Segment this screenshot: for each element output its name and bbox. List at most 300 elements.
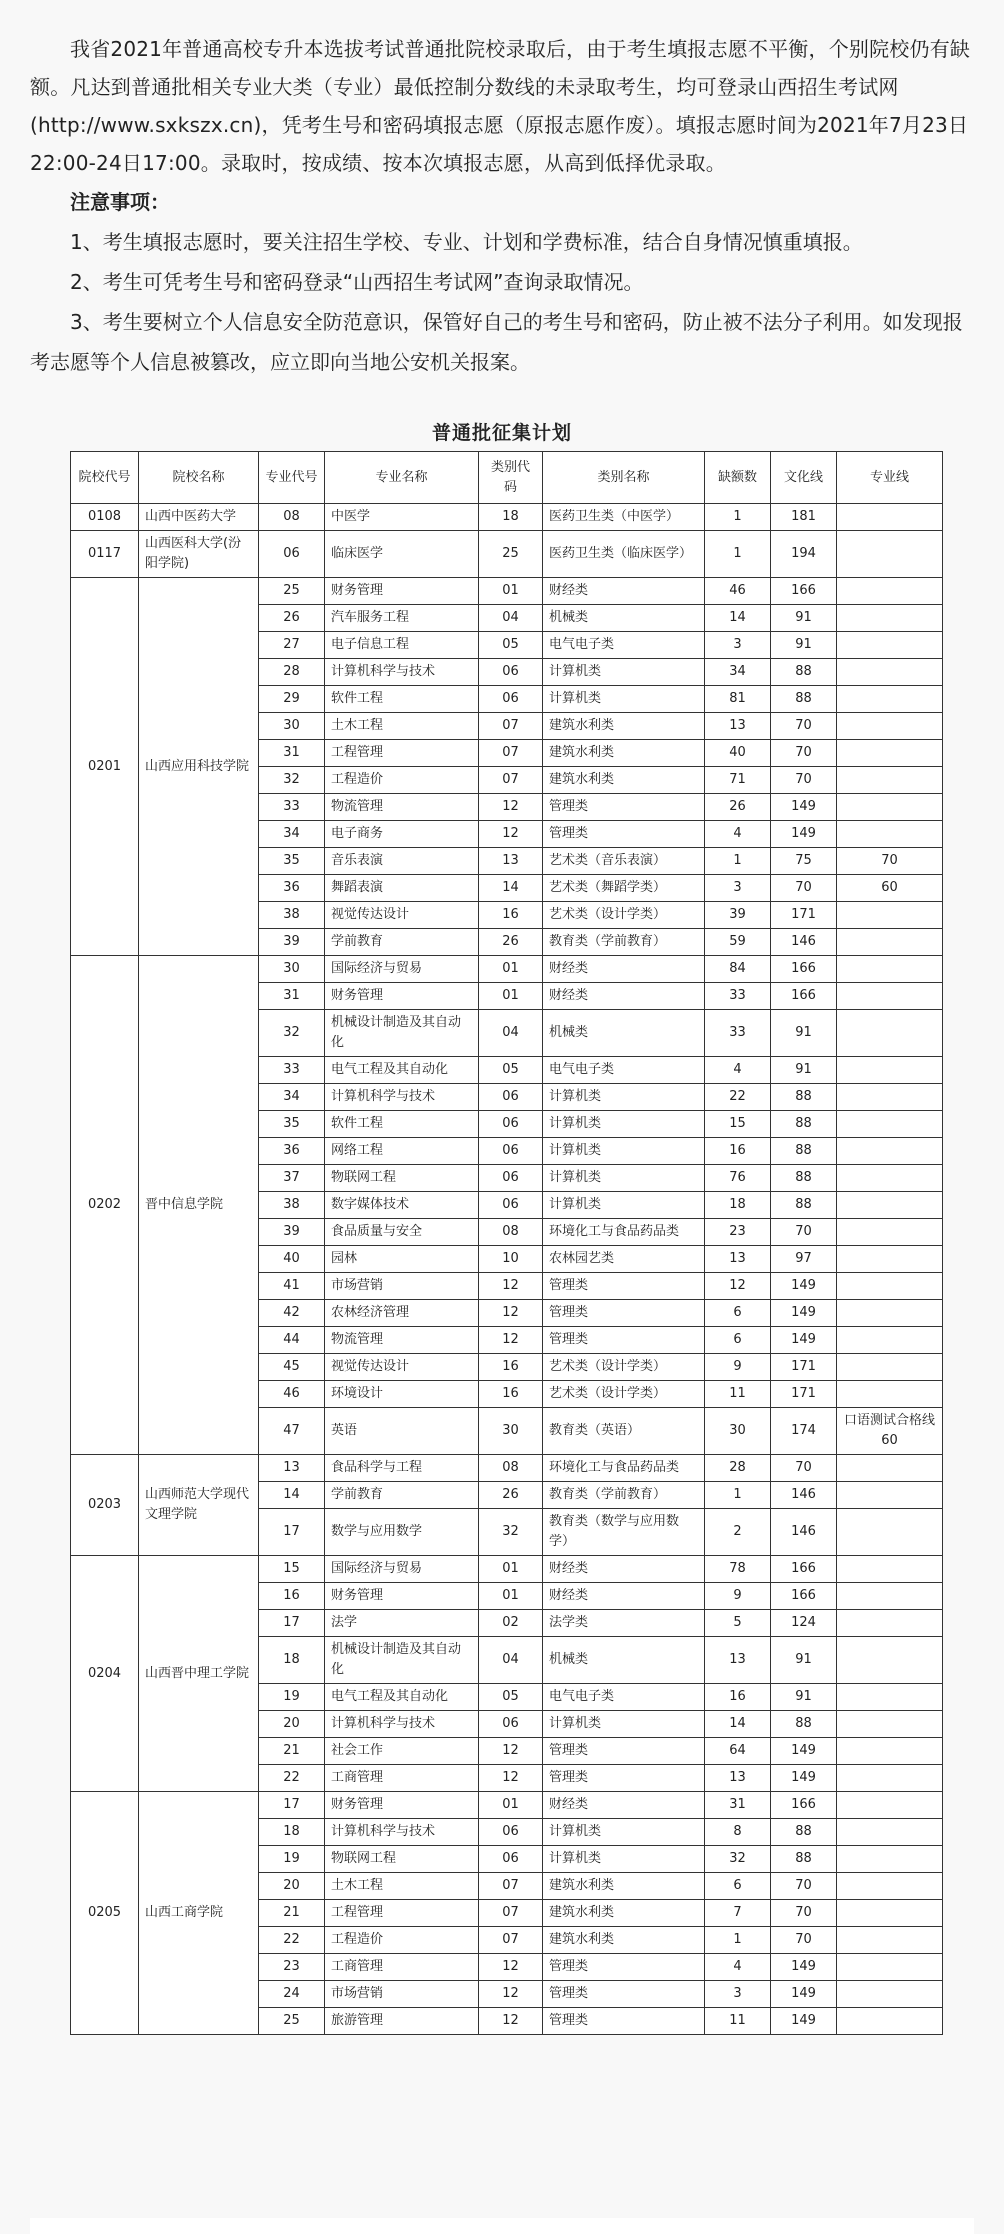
school-code-cell: 0204 (71, 1556, 139, 1792)
major-name-cell: 计算机科学与技术 (325, 1711, 479, 1738)
major-code-cell: 26 (259, 605, 325, 632)
vacancy-cell: 46 (705, 578, 771, 605)
category-code-cell: 04 (479, 1637, 543, 1684)
category-name-cell: 财经类 (543, 1792, 705, 1819)
category-name-cell: 计算机类 (543, 1192, 705, 1219)
category-name-cell: 建筑水利类 (543, 767, 705, 794)
major-code-cell: 38 (259, 902, 325, 929)
major-line-cell (837, 1381, 943, 1408)
header-category-name: 类别名称 (543, 452, 705, 504)
culture-line-cell: 88 (771, 686, 837, 713)
major-line-cell (837, 1165, 943, 1192)
vacancy-cell: 14 (705, 605, 771, 632)
culture-line-cell: 149 (771, 1765, 837, 1792)
school-name-cell: 山西医科大学(汾阳学院) (139, 531, 259, 578)
page-bottom-band (30, 2218, 974, 2234)
vacancy-cell: 34 (705, 659, 771, 686)
vacancy-cell: 22 (705, 1084, 771, 1111)
culture-line-cell: 75 (771, 848, 837, 875)
category-code-cell: 01 (479, 983, 543, 1010)
major-name-cell: 计算机科学与技术 (325, 1084, 479, 1111)
category-code-cell: 07 (479, 740, 543, 767)
major-name-cell: 数学与应用数学 (325, 1509, 479, 1556)
category-code-cell: 01 (479, 1792, 543, 1819)
header-school-name: 院校名称 (139, 452, 259, 504)
vacancy-cell: 39 (705, 902, 771, 929)
major-name-cell: 临床医学 (325, 531, 479, 578)
category-name-cell: 计算机类 (543, 1111, 705, 1138)
vacancy-cell: 4 (705, 1954, 771, 1981)
category-name-cell: 机械类 (543, 605, 705, 632)
major-code-cell: 31 (259, 983, 325, 1010)
culture-line-cell: 88 (771, 1846, 837, 1873)
major-code-cell: 45 (259, 1354, 325, 1381)
vacancy-cell: 18 (705, 1192, 771, 1219)
major-name-cell: 财务管理 (325, 578, 479, 605)
category-name-cell: 计算机类 (543, 1711, 705, 1738)
category-name-cell: 管理类 (543, 794, 705, 821)
category-name-cell: 机械类 (543, 1637, 705, 1684)
category-name-cell: 管理类 (543, 1327, 705, 1354)
major-code-cell: 34 (259, 1084, 325, 1111)
category-code-cell: 16 (479, 1381, 543, 1408)
culture-line-cell: 70 (771, 767, 837, 794)
major-line-cell (837, 983, 943, 1010)
major-code-cell: 17 (259, 1610, 325, 1637)
major-name-cell: 工程管理 (325, 1900, 479, 1927)
major-name-cell: 电气工程及其自动化 (325, 1684, 479, 1711)
category-code-cell: 12 (479, 1954, 543, 1981)
category-name-cell: 建筑水利类 (543, 740, 705, 767)
major-line-cell (837, 1010, 943, 1057)
major-name-cell: 网络工程 (325, 1138, 479, 1165)
culture-line-cell: 70 (771, 1219, 837, 1246)
major-name-cell: 视觉传达设计 (325, 1354, 479, 1381)
major-line-cell (837, 1846, 943, 1873)
category-code-cell: 01 (479, 578, 543, 605)
table-row (71, 504, 943, 531)
major-code-cell: 19 (259, 1846, 325, 1873)
major-name-cell: 机械设计制造及其自动化 (325, 1637, 479, 1684)
culture-line-cell: 70 (771, 740, 837, 767)
culture-line-cell: 70 (771, 875, 837, 902)
culture-line-cell: 88 (771, 1165, 837, 1192)
vacancy-cell: 13 (705, 713, 771, 740)
category-code-cell: 01 (479, 1556, 543, 1583)
vacancy-cell: 31 (705, 1792, 771, 1819)
table-header-row (71, 452, 943, 504)
major-line-cell (837, 1900, 943, 1927)
major-line-cell (837, 1684, 943, 1711)
category-code-cell: 06 (479, 1711, 543, 1738)
category-code-cell: 13 (479, 848, 543, 875)
vacancy-cell: 12 (705, 1273, 771, 1300)
major-code-cell: 15 (259, 1556, 325, 1583)
category-name-cell: 建筑水利类 (543, 1873, 705, 1900)
culture-line-cell: 91 (771, 1057, 837, 1084)
major-line-cell: 口语测试合格线60 (837, 1408, 943, 1455)
vacancy-cell: 1 (705, 1482, 771, 1509)
vacancy-cell: 81 (705, 686, 771, 713)
major-name-cell: 市场营销 (325, 1981, 479, 2008)
culture-line-cell: 88 (771, 1819, 837, 1846)
note-3: 3、考生要树立个人信息安全防范意识，保管好自己的考生号和密码，防止被不法分子利用。如发现报考志愿等个人信息被篡改，应立即向当地公安机关报案。 (30, 310, 963, 374)
major-line-cell (837, 1981, 943, 2008)
vacancy-cell: 71 (705, 767, 771, 794)
major-code-cell: 14 (259, 1482, 325, 1509)
intro-paragraph: 我省2021年普通高校专升本选拔考试普通批院校录取后，由于考生填报志愿不平衡，个别院校仍有缺额。凡达到普通批相关专业大类（专业）最低控制分数线的未录取考生，均可登录山西招生考试网(http://www.sxkszx.cn)，凭考生号和密码填报志愿（原报志愿作废）。填报志愿时间为2021年7月23日22:00-24日17:00。录取时，按成绩、按本次填报志愿，从高到低择优录取。 (30, 37, 971, 175)
major-code-cell: 18 (259, 1819, 325, 1846)
major-line-cell (837, 1300, 943, 1327)
major-name-cell: 工程管理 (325, 740, 479, 767)
major-line-cell (837, 1354, 943, 1381)
major-line-cell (837, 1556, 943, 1583)
category-name-cell: 财经类 (543, 983, 705, 1010)
category-name-cell: 建筑水利类 (543, 1927, 705, 1954)
major-line-cell (837, 1954, 943, 1981)
category-code-cell: 12 (479, 1765, 543, 1792)
category-code-cell: 12 (479, 1300, 543, 1327)
major-name-cell: 软件工程 (325, 686, 479, 713)
major-line-cell (837, 1711, 943, 1738)
major-line-cell (837, 1873, 943, 1900)
major-code-cell: 20 (259, 1711, 325, 1738)
culture-line-cell: 174 (771, 1408, 837, 1455)
major-line-cell (837, 1057, 943, 1084)
major-code-cell: 16 (259, 1583, 325, 1610)
category-code-cell: 16 (479, 902, 543, 929)
category-code-cell: 04 (479, 605, 543, 632)
major-name-cell: 物联网工程 (325, 1165, 479, 1192)
major-name-cell: 物流管理 (325, 794, 479, 821)
major-line-cell (837, 504, 943, 531)
major-code-cell: 46 (259, 1381, 325, 1408)
vacancy-cell: 1 (705, 848, 771, 875)
vacancy-cell: 33 (705, 983, 771, 1010)
category-name-cell: 管理类 (543, 2008, 705, 2035)
culture-line-cell: 149 (771, 821, 837, 848)
category-code-cell: 07 (479, 1927, 543, 1954)
culture-line-cell: 149 (771, 1300, 837, 1327)
major-code-cell: 38 (259, 1192, 325, 1219)
vacancy-cell: 11 (705, 2008, 771, 2035)
vacancy-cell: 16 (705, 1138, 771, 1165)
category-code-cell: 26 (479, 929, 543, 956)
major-name-cell: 财务管理 (325, 1583, 479, 1610)
culture-line-cell: 171 (771, 902, 837, 929)
category-code-cell: 08 (479, 1455, 543, 1482)
category-name-cell: 环境化工与食品药品类 (543, 1455, 705, 1482)
major-name-cell: 工商管理 (325, 1765, 479, 1792)
table-row (71, 1556, 943, 1583)
culture-line-cell: 70 (771, 1873, 837, 1900)
table-row (71, 1792, 943, 1819)
major-code-cell: 17 (259, 1792, 325, 1819)
major-line-cell: 60 (837, 875, 943, 902)
vacancy-cell: 7 (705, 1900, 771, 1927)
major-code-cell: 33 (259, 794, 325, 821)
major-line-cell (837, 1327, 943, 1354)
major-name-cell: 农林经济管理 (325, 1300, 479, 1327)
major-code-cell: 21 (259, 1900, 325, 1927)
category-name-cell: 财经类 (543, 956, 705, 983)
major-code-cell: 17 (259, 1509, 325, 1556)
category-name-cell: 计算机类 (543, 1846, 705, 1873)
vacancy-cell: 23 (705, 1219, 771, 1246)
category-name-cell: 医药卫生类（临床医学） (543, 531, 705, 578)
major-line-cell (837, 821, 943, 848)
major-name-cell: 国际经济与贸易 (325, 956, 479, 983)
vacancy-cell: 78 (705, 1556, 771, 1583)
culture-line-cell: 70 (771, 1900, 837, 1927)
category-name-cell: 管理类 (543, 821, 705, 848)
major-code-cell: 37 (259, 1165, 325, 1192)
major-code-cell: 47 (259, 1408, 325, 1455)
category-name-cell: 管理类 (543, 1954, 705, 1981)
major-name-cell: 食品科学与工程 (325, 1455, 479, 1482)
school-code-cell: 0205 (71, 1792, 139, 2035)
category-code-cell: 26 (479, 1482, 543, 1509)
category-code-cell: 05 (479, 632, 543, 659)
major-code-cell: 39 (259, 1219, 325, 1246)
major-line-cell (837, 1610, 943, 1637)
vacancy-cell: 76 (705, 1165, 771, 1192)
culture-line-cell: 149 (771, 794, 837, 821)
major-code-cell: 39 (259, 929, 325, 956)
category-code-cell: 18 (479, 504, 543, 531)
category-code-cell: 06 (479, 1846, 543, 1873)
major-code-cell: 35 (259, 1111, 325, 1138)
header-major-name: 专业名称 (325, 452, 479, 504)
category-name-cell: 管理类 (543, 1738, 705, 1765)
culture-line-cell: 146 (771, 1509, 837, 1556)
vacancy-cell: 1 (705, 531, 771, 578)
category-code-cell: 12 (479, 1327, 543, 1354)
category-code-cell: 08 (479, 1219, 543, 1246)
admission-plan-table (70, 451, 943, 2035)
category-name-cell: 管理类 (543, 1765, 705, 1792)
major-line-cell (837, 1765, 943, 1792)
category-name-cell: 环境化工与食品药品类 (543, 1219, 705, 1246)
major-code-cell: 20 (259, 1873, 325, 1900)
vacancy-cell: 64 (705, 1738, 771, 1765)
category-code-cell: 10 (479, 1246, 543, 1273)
major-code-cell: 22 (259, 1765, 325, 1792)
major-code-cell: 27 (259, 632, 325, 659)
school-code-cell: 0201 (71, 578, 139, 956)
major-code-cell: 36 (259, 1138, 325, 1165)
category-code-cell: 01 (479, 1583, 543, 1610)
category-name-cell: 法学类 (543, 1610, 705, 1637)
culture-line-cell: 149 (771, 2008, 837, 2035)
major-name-cell: 法学 (325, 1610, 479, 1637)
category-name-cell: 建筑水利类 (543, 713, 705, 740)
header-vacancy: 缺额数 (705, 452, 771, 504)
culture-line-cell: 91 (771, 1684, 837, 1711)
culture-line-cell: 166 (771, 1792, 837, 1819)
major-code-cell: 30 (259, 713, 325, 740)
major-code-cell: 29 (259, 686, 325, 713)
major-line-cell (837, 1084, 943, 1111)
major-code-cell: 32 (259, 767, 325, 794)
culture-line-cell: 88 (771, 1711, 837, 1738)
culture-line-cell: 166 (771, 578, 837, 605)
major-line-cell (837, 578, 943, 605)
major-name-cell: 旅游管理 (325, 2008, 479, 2035)
major-line-cell (837, 1246, 943, 1273)
category-code-cell: 04 (479, 1010, 543, 1057)
category-code-cell: 02 (479, 1610, 543, 1637)
category-code-cell: 12 (479, 794, 543, 821)
major-line-cell (837, 659, 943, 686)
culture-line-cell: 88 (771, 659, 837, 686)
vacancy-cell: 6 (705, 1327, 771, 1354)
category-name-cell: 建筑水利类 (543, 1900, 705, 1927)
category-code-cell: 06 (479, 1138, 543, 1165)
culture-line-cell: 149 (771, 1273, 837, 1300)
school-code-cell: 0202 (71, 956, 139, 1455)
major-name-cell: 市场营销 (325, 1273, 479, 1300)
culture-line-cell: 88 (771, 1192, 837, 1219)
school-name-cell: 晋中信息学院 (139, 956, 259, 1455)
school-name-cell: 山西工商学院 (139, 1792, 259, 2035)
category-name-cell: 教育类（学前教育） (543, 929, 705, 956)
culture-line-cell: 166 (771, 1556, 837, 1583)
major-code-cell: 25 (259, 2008, 325, 2035)
header-culture-line: 文化线 (771, 452, 837, 504)
culture-line-cell: 88 (771, 1111, 837, 1138)
category-code-cell: 01 (479, 956, 543, 983)
category-name-cell: 艺术类（音乐表演） (543, 848, 705, 875)
major-line-cell (837, 902, 943, 929)
category-name-cell: 农林园艺类 (543, 1246, 705, 1273)
culture-line-cell: 146 (771, 929, 837, 956)
major-code-cell: 25 (259, 578, 325, 605)
major-line-cell (837, 1583, 943, 1610)
table-row (71, 956, 943, 983)
vacancy-cell: 4 (705, 821, 771, 848)
major-name-cell: 电气工程及其自动化 (325, 1057, 479, 1084)
major-name-cell: 汽车服务工程 (325, 605, 479, 632)
major-name-cell: 数字媒体技术 (325, 1192, 479, 1219)
major-line-cell (837, 740, 943, 767)
culture-line-cell: 166 (771, 983, 837, 1010)
major-line-cell (837, 1482, 943, 1509)
vacancy-cell: 13 (705, 1637, 771, 1684)
category-code-cell: 06 (479, 1084, 543, 1111)
vacancy-cell: 84 (705, 956, 771, 983)
culture-line-cell: 171 (771, 1354, 837, 1381)
category-code-cell: 16 (479, 1354, 543, 1381)
category-code-cell: 14 (479, 875, 543, 902)
category-code-cell: 30 (479, 1408, 543, 1455)
vacancy-cell: 9 (705, 1354, 771, 1381)
major-name-cell: 视觉传达设计 (325, 902, 479, 929)
category-name-cell: 财经类 (543, 578, 705, 605)
major-line-cell (837, 1637, 943, 1684)
category-name-cell: 医药卫生类（中医学） (543, 504, 705, 531)
culture-line-cell: 97 (771, 1246, 837, 1273)
culture-line-cell: 171 (771, 1381, 837, 1408)
major-line-cell (837, 2008, 943, 2035)
culture-line-cell: 70 (771, 713, 837, 740)
major-name-cell: 舞蹈表演 (325, 875, 479, 902)
major-name-cell: 工商管理 (325, 1954, 479, 1981)
vacancy-cell: 9 (705, 1583, 771, 1610)
major-line-cell (837, 1455, 943, 1482)
vacancy-cell: 4 (705, 1057, 771, 1084)
major-name-cell: 学前教育 (325, 1482, 479, 1509)
major-code-cell: 32 (259, 1010, 325, 1057)
category-name-cell: 艺术类（设计学类） (543, 1354, 705, 1381)
major-code-cell: 42 (259, 1300, 325, 1327)
category-name-cell: 教育类（英语） (543, 1408, 705, 1455)
category-name-cell: 管理类 (543, 1981, 705, 2008)
major-name-cell: 学前教育 (325, 929, 479, 956)
category-name-cell: 计算机类 (543, 659, 705, 686)
major-line-cell (837, 1111, 943, 1138)
category-code-cell: 06 (479, 1111, 543, 1138)
major-line-cell (837, 1509, 943, 1556)
category-name-cell: 电气电子类 (543, 1057, 705, 1084)
major-line-cell (837, 686, 943, 713)
school-name-cell: 山西晋中理工学院 (139, 1556, 259, 1792)
vacancy-cell: 26 (705, 794, 771, 821)
category-name-cell: 教育类（数学与应用数学） (543, 1509, 705, 1556)
major-name-cell: 土木工程 (325, 713, 479, 740)
culture-line-cell: 91 (771, 1637, 837, 1684)
category-code-cell: 06 (479, 1165, 543, 1192)
school-name-cell: 山西师范大学现代文理学院 (139, 1455, 259, 1556)
major-code-cell: 30 (259, 956, 325, 983)
major-name-cell: 食品质量与安全 (325, 1219, 479, 1246)
major-line-cell (837, 632, 943, 659)
vacancy-cell: 13 (705, 1765, 771, 1792)
major-name-cell: 机械设计制造及其自动化 (325, 1010, 479, 1057)
category-code-cell: 07 (479, 713, 543, 740)
vacancy-cell: 32 (705, 1846, 771, 1873)
major-name-cell: 中医学 (325, 504, 479, 531)
category-code-cell: 12 (479, 1738, 543, 1765)
culture-line-cell: 146 (771, 1482, 837, 1509)
major-code-cell: 21 (259, 1738, 325, 1765)
major-code-cell: 40 (259, 1246, 325, 1273)
culture-line-cell: 149 (771, 1954, 837, 1981)
culture-line-cell: 88 (771, 1138, 837, 1165)
culture-line-cell: 166 (771, 956, 837, 983)
culture-line-cell: 181 (771, 504, 837, 531)
category-name-cell: 管理类 (543, 1300, 705, 1327)
category-code-cell: 25 (479, 531, 543, 578)
vacancy-cell: 59 (705, 929, 771, 956)
major-line-cell (837, 1738, 943, 1765)
major-line-cell (837, 767, 943, 794)
vacancy-cell: 11 (705, 1381, 771, 1408)
major-code-cell: 23 (259, 1954, 325, 1981)
category-code-cell: 12 (479, 2008, 543, 2035)
category-name-cell: 计算机类 (543, 686, 705, 713)
major-name-cell: 财务管理 (325, 1792, 479, 1819)
culture-line-cell: 91 (771, 632, 837, 659)
major-name-cell: 工程造价 (325, 1927, 479, 1954)
major-name-cell: 财务管理 (325, 983, 479, 1010)
vacancy-cell: 16 (705, 1684, 771, 1711)
school-code-cell: 0117 (71, 531, 139, 578)
culture-line-cell: 70 (771, 1455, 837, 1482)
major-code-cell: 44 (259, 1327, 325, 1354)
category-name-cell: 电气电子类 (543, 1684, 705, 1711)
vacancy-cell: 28 (705, 1455, 771, 1482)
